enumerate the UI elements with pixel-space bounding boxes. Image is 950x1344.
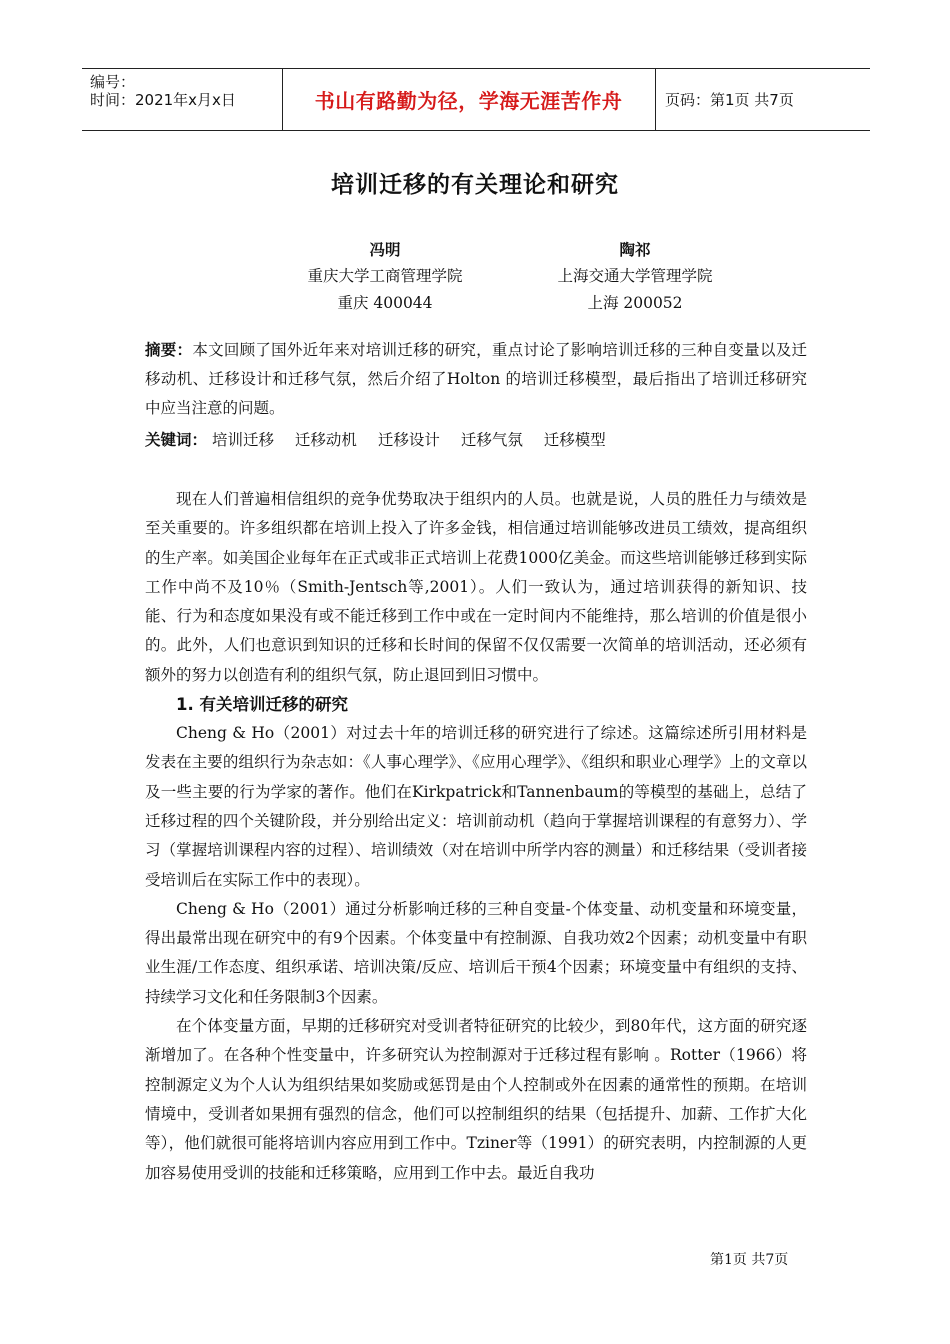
keyword: 迁移气氛 <box>460 431 523 449</box>
author-address: 上海 200052 <box>587 294 683 312</box>
paragraph: Cheng & Ho（2001）对过去十年的培训迁移的研究进行了综述。这篇综述所引用材料是发表在主要的组织行为杂志如：《人事心理学》、《应用心理学》、《组织和职业心理学》上的文章以及一些主要的行为学家的著作。他们在Kirkpatrick和Tannenbaum的等模型的基础上，总结了迁移过程的四个关键阶段，并分别给出定义：培训前动机（趋向于掌握培训课程的有意努力）、学习（掌握培训课程内容的过程）、培训绩效（对在培训中所学内容的测量）和迁移结果（受训者接受培训后在实际工作中的表现）。 <box>145 724 807 889</box>
keyword: 迁移设计 <box>377 431 440 449</box>
author-address: 重庆 400044 <box>337 294 433 312</box>
abstract-text: 本文回顾了国外近年来对培训迁移的研究，重点讨论了影响培训迁移的三种自变量以及迁移动机、迁移设计和迁移气氛，然后介绍了Holton 的培训迁移模型，最后指出了培训迁移研究中应当注意的问题。 <box>145 341 807 417</box>
keyword: 迁移动机 <box>294 431 357 449</box>
section-heading: 1. 有关培训迁移的研究 <box>176 695 348 715</box>
header-page-cell <box>655 69 870 130</box>
motto-text: 书山有路勤为径，学海无涯苦作舟 <box>314 89 623 113</box>
page-footer: 第1页 共7页 <box>710 1252 789 1268</box>
abstract-label: 摘要： <box>145 341 193 359</box>
header-motto-cell <box>282 69 656 130</box>
keyword: 迁移模型 <box>543 431 606 449</box>
abstract <box>145 336 807 423</box>
author-name: 陶祁 <box>619 240 651 259</box>
paragraph: 在个体变量方面，早期的迁移研究对受训者特征研究的比较少，到80年代，这方面的研究逐渐增加了。在各种个性变量中，许多研究认为控制源对于迁移过程有影响 。Rotter（1966）将控制源定义为个人认为组织结果如奖励或惩罚是由个人控制或外在因素的通常性的预期。在培训情境中，受训者如果拥有强烈的信念，他们可以控制组织的结果（包括提升、加薪、工作扩大化等），他们就很可能将培训内容应用到工作中。Tziner等（1991）的研究表明，内控制源的人更加容易使用受训的技能和迁移策略，应用到工作中去。最近自我功 <box>145 1017 807 1182</box>
author-block <box>520 236 750 317</box>
keywords <box>145 426 807 455</box>
author-affiliation: 重庆大学工商管理学院 <box>307 267 463 285</box>
page-info: 页码：第1页 共7页 <box>665 91 794 109</box>
time-label: 时间：2021年x月x日 <box>90 91 236 109</box>
author-block <box>270 236 500 317</box>
author-name: 冯明 <box>369 240 401 259</box>
paragraph: 现在人们普遍相信组织的竞争优势取决于组织内的人员。也就是说，人员的胜任力与绩效是至关重要的。许多组织都在培训上投入了许多金钱，相信通过培训能够改进员工绩效，提高组织的生产率。如美国企业每年在正式或非正式培训上花费1000亿美金。而这些培训能够迁移到实际工作中尚不及10％（Smith-Jentsch等,2001）。人们一致认为，通过培训获得的新知识、技能、行为和态度如果没有或不能迁移到工作中或在一定时间内不能维持，那么培训的价值是很小的。此外，人们也意识到知识的迁移和长时间的保留不仅仅需要一次简单的培训活动，还必须有额外的努力以创造有利的组织气氛，防止退回到旧习惯中。 <box>145 490 807 684</box>
keyword: 培训迁移 <box>211 431 274 449</box>
page-header <box>82 68 870 131</box>
keywords-label: 关键词： <box>145 431 208 449</box>
document-title: 培训迁移的有关理论和研究 <box>331 171 619 198</box>
body-text <box>145 485 807 1188</box>
author-affiliation: 上海交通大学管理学院 <box>557 267 713 285</box>
serial-label: 编号： <box>90 73 136 91</box>
paragraph: Cheng & Ho（2001）通过分析影响迁移的三种自变量-个体变量、动机变量和环境变量，得出最常出现在研究中的有9个因素。个体变量中有控制源、自我功效2个因素；动机变量中有职业生涯/工作态度、组织承诺、培训决策/反应、培训后干预4个因素；环境变量中有组织的支持、持续学习文化和任务限制3个因素。 <box>145 899 807 1006</box>
header-meta-cell <box>82 69 283 130</box>
